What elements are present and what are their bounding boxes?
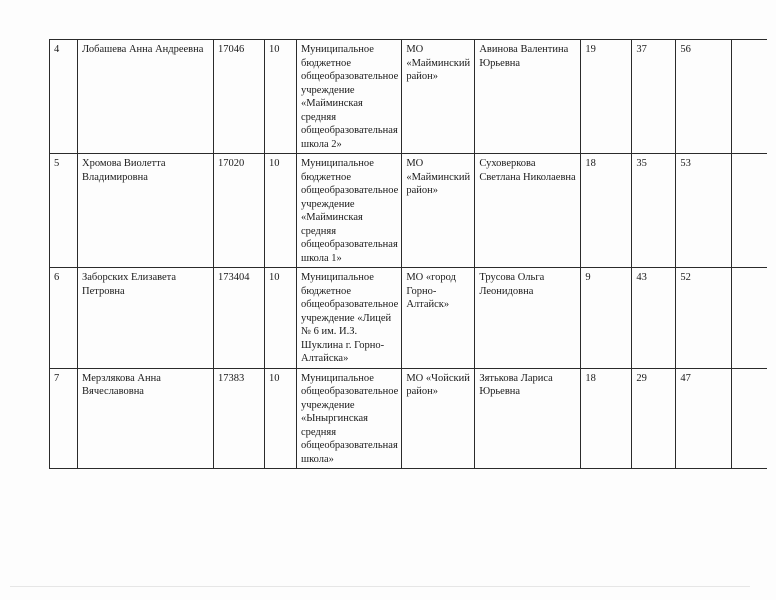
cell-score-1: 18	[581, 154, 632, 268]
cell-empty	[732, 40, 767, 154]
cell-total: 47	[676, 368, 732, 469]
cell-empty	[732, 368, 767, 469]
cell-total: 53	[676, 154, 732, 268]
table-row	[50, 40, 767, 154]
cell-grade: 10	[265, 40, 297, 154]
cell-district: МО «Майминский район»	[402, 40, 475, 154]
cell-district: МО «Чойский район»	[402, 368, 475, 469]
cell-score-1: 18	[581, 368, 632, 469]
cell-teacher: Зятькова Лариса Юрьевна	[475, 368, 581, 469]
cell-number: 6	[50, 268, 78, 369]
cell-participant-name: Заборских Елизавета Петровна	[78, 268, 214, 369]
table-row	[50, 268, 767, 369]
cell-total: 52	[676, 268, 732, 369]
cell-school: Муниципальное бюджетное общеобразовательное учреждение «Лицей № 6 им. И.З. Шуклина г. Горно-Алтайска»	[297, 268, 402, 369]
cell-grade: 10	[265, 268, 297, 369]
cell-code: 17046	[214, 40, 265, 154]
results-table	[49, 39, 767, 469]
cell-code: 17383	[214, 368, 265, 469]
cell-score-2: 37	[632, 40, 676, 154]
cell-teacher: Суховеркова Светлана Николаевна	[475, 154, 581, 268]
cell-number: 4	[50, 40, 78, 154]
cell-school: Муниципальное бюджетное общеобразовательное учреждение «Майминская средняя общеобразовательная школа 2»	[297, 40, 402, 154]
cell-participant-name: Мерзлякова Анна Вячеславовна	[78, 368, 214, 469]
cell-score-1: 9	[581, 268, 632, 369]
cell-participant-name: Лобашева Анна Андреевна	[78, 40, 214, 154]
cell-score-2: 35	[632, 154, 676, 268]
cell-number: 7	[50, 368, 78, 469]
cell-empty	[732, 268, 767, 369]
cell-total: 56	[676, 40, 732, 154]
cell-participant-name: Хромова Виолетта Владимировна	[78, 154, 214, 268]
cell-grade: 10	[265, 154, 297, 268]
table-row	[50, 368, 767, 469]
cell-grade: 10	[265, 368, 297, 469]
cell-score-2: 29	[632, 368, 676, 469]
cell-teacher: Авинова Валентина Юрьевна	[475, 40, 581, 154]
cell-score-1: 19	[581, 40, 632, 154]
scan-edge-divider	[10, 586, 750, 587]
cell-teacher: Трусова Ольга Леонидовна	[475, 268, 581, 369]
cell-school: Муниципальное бюджетное общеобразовательное учреждение «Майминская средняя общеобразовательная школа 1»	[297, 154, 402, 268]
cell-code: 17020	[214, 154, 265, 268]
cell-number: 5	[50, 154, 78, 268]
cell-empty	[732, 154, 767, 268]
cell-score-2: 43	[632, 268, 676, 369]
cell-district: МО «Майминский район»	[402, 154, 475, 268]
table-row	[50, 154, 767, 268]
cell-code: 173404	[214, 268, 265, 369]
cell-school: Муниципальное общеобразовательное учреждение «Ыныргинская средняя общеобразовательная школа»	[297, 368, 402, 469]
cell-district: МО «город Горно-Алтайск»	[402, 268, 475, 369]
